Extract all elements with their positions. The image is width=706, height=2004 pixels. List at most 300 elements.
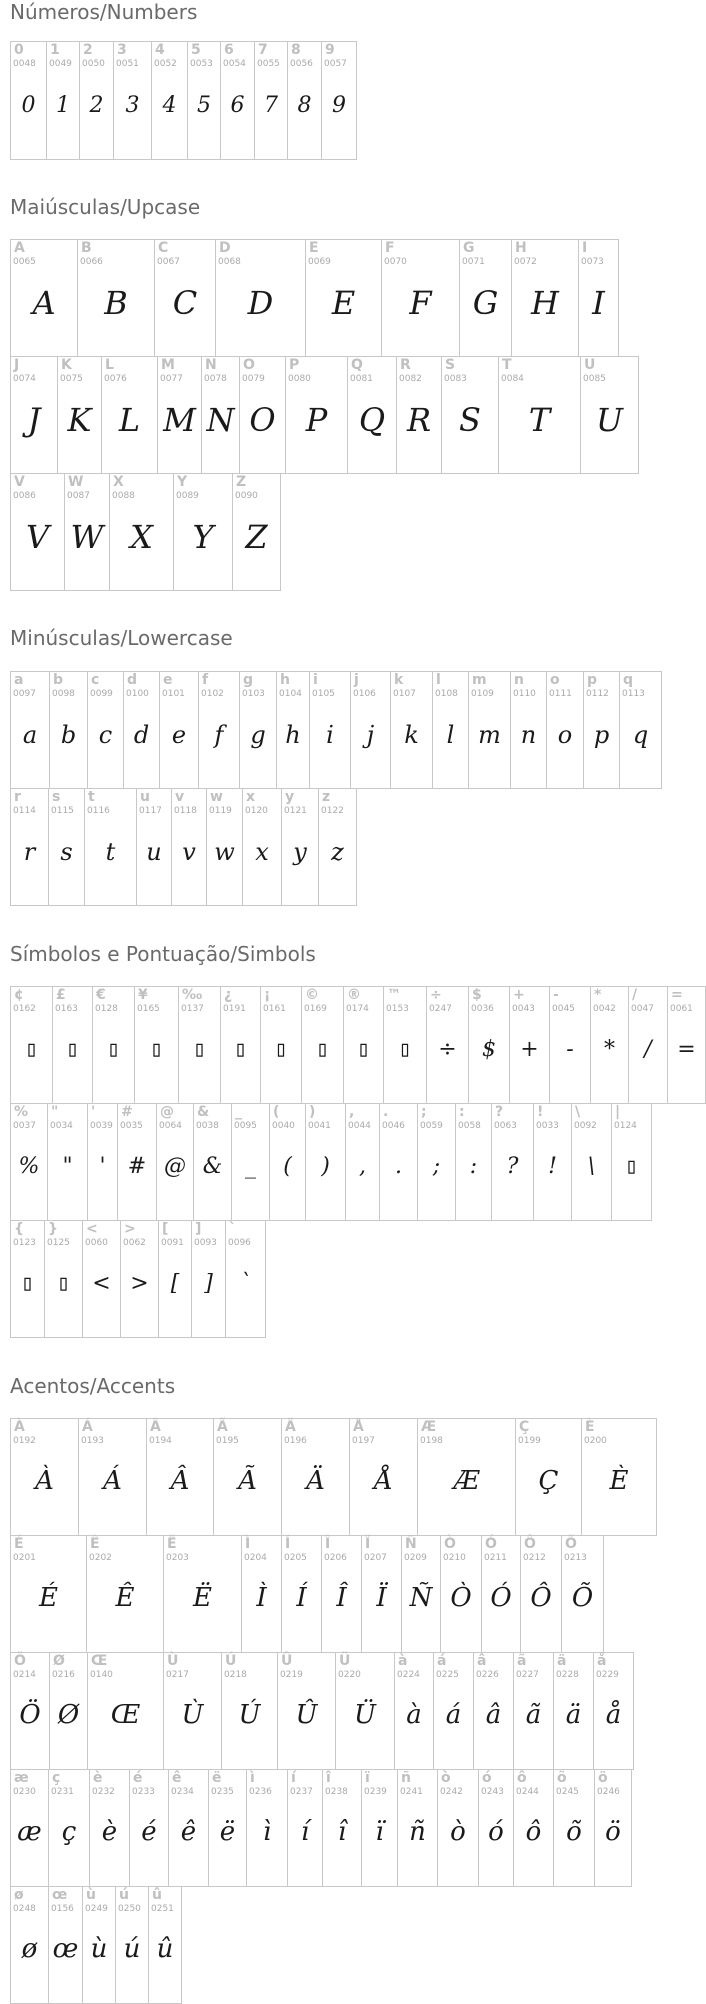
glyph-cell: [87, 671, 124, 789]
glyph-code: 0070: [384, 257, 407, 267]
glyph-label: |: [615, 1104, 621, 1120]
glyph-code: 0034: [50, 1121, 73, 1131]
glyph-code: 0227: [516, 1670, 539, 1680]
glyph-cell: [361, 1769, 398, 1887]
glyph-code: 0238: [325, 1787, 348, 1797]
glyph-code: 0197: [352, 1436, 375, 1446]
glyph-code: 0204: [244, 1553, 267, 1563]
glyph-cell: [134, 986, 179, 1104]
glyph-cell: [383, 986, 427, 1104]
glyph-code: 0200: [584, 1436, 607, 1446]
glyph-cell: [321, 1535, 362, 1653]
glyph-code: 0098: [52, 689, 75, 699]
glyph-sample: Ô: [530, 1583, 552, 1614]
glyph-label: A: [14, 240, 25, 256]
glyph-cell: [667, 986, 706, 1104]
glyph-sample: ñ: [409, 1817, 426, 1848]
missing-glyph-box-icon: ▯: [398, 1037, 412, 1063]
glyph-sample: õ: [566, 1817, 582, 1848]
glyph-label: W: [68, 474, 84, 490]
glyph-label: ö: [598, 1770, 608, 1786]
glyph-label: ê: [172, 1770, 182, 1786]
glyph-code: 0250: [118, 1904, 141, 1914]
missing-glyph-box-icon: ▯: [65, 1037, 80, 1063]
glyph-label: 6: [224, 42, 234, 58]
glyph-label: ä: [557, 1653, 567, 1669]
glyph-label: £: [56, 987, 66, 1003]
glyph-cell: [546, 671, 584, 789]
glyph-sample: b: [60, 720, 77, 749]
glyph-label: €: [96, 987, 106, 1003]
glyph-sample: Ò: [450, 1583, 472, 1614]
glyph-cell: [396, 356, 442, 474]
glyph-code: 0081: [350, 374, 373, 384]
glyph-cell: [361, 1535, 402, 1653]
glyph-label: é: [133, 1770, 143, 1786]
glyph-label: Ä: [285, 1419, 296, 1435]
glyph-code: 0080: [288, 374, 311, 384]
glyph-sample: `: [240, 1271, 251, 1297]
glyph-label: 7: [258, 42, 268, 58]
glyph-cell: [64, 473, 110, 591]
glyph-cell: [432, 671, 469, 789]
glyph-sample: k: [404, 720, 419, 749]
glyph-sample: >: [130, 1271, 149, 1297]
glyph-code: 0035: [120, 1121, 143, 1131]
glyph-cell: [455, 1103, 492, 1221]
glyph-sample: û: [156, 1934, 174, 1965]
glyph-code: 0087: [67, 491, 90, 501]
glyph-label: ,: [349, 1104, 355, 1120]
glyph-cell: [287, 1769, 323, 1887]
glyph-code: 0033: [536, 1121, 559, 1131]
missing-glyph-box-icon: ▯: [274, 1037, 288, 1063]
glyph-sample: ?: [506, 1154, 519, 1180]
missing-glyph-box-icon: ▯: [56, 1271, 71, 1297]
glyph-sample: B: [104, 283, 128, 322]
glyph-label: e: [163, 672, 173, 688]
glyph-code: 0044: [348, 1121, 371, 1131]
glyph-cell: [381, 239, 460, 357]
glyph-label: L: [105, 357, 114, 373]
glyph-cell: [611, 1103, 652, 1221]
glyph-code: 0220: [338, 1670, 361, 1680]
glyph-cell: [345, 1103, 380, 1221]
glyph-label: S: [445, 357, 456, 373]
glyph-label: Í: [285, 1536, 291, 1552]
glyph-code: 0140: [90, 1670, 113, 1680]
glyph-cell: [10, 356, 58, 474]
glyph-cell: [10, 1535, 87, 1653]
glyph-sample: !: [548, 1154, 557, 1180]
glyph-sample: Í: [296, 1583, 307, 1614]
glyph-label: õ: [557, 1770, 567, 1786]
glyph-label: J: [14, 357, 20, 373]
glyph-sample: Â: [170, 1466, 190, 1497]
glyph-sample: j: [366, 720, 375, 749]
glyph-cell: [206, 788, 243, 906]
glyph-label: 1: [50, 42, 60, 58]
glyph-cell: [10, 41, 47, 160]
glyph-code: 0248: [13, 1904, 36, 1914]
glyph-sample: 1: [56, 92, 70, 118]
glyph-code: 0153: [386, 1004, 409, 1014]
glyph-label: ]: [195, 1221, 202, 1237]
glyph-label: 0: [14, 42, 24, 58]
glyph-sample: U: [596, 400, 623, 439]
glyph-sample: Î: [336, 1583, 347, 1614]
glyph-cell: [343, 986, 384, 1104]
glyph-code: 0212: [523, 1553, 546, 1563]
glyph-label: .: [383, 1104, 389, 1120]
glyph-code: 0225: [436, 1670, 459, 1680]
glyph-cell: [520, 1535, 562, 1653]
glyph-label: Q: [351, 357, 363, 373]
glyph-code: 0096: [228, 1238, 251, 1248]
glyph-sample: p: [593, 720, 610, 749]
glyph-sample: Ñ: [409, 1583, 433, 1614]
glyph-cell: [481, 1535, 521, 1653]
glyph-code: 0112: [586, 689, 609, 699]
glyph-sample: Ù: [181, 1700, 204, 1731]
glyph-label: {: [14, 1221, 24, 1237]
glyph-cell: [225, 1220, 266, 1338]
glyph-label: t: [88, 789, 95, 805]
glyph-sample: Q: [358, 400, 386, 439]
glyph-label: C: [158, 240, 169, 256]
glyph-sample: œ: [52, 1934, 79, 1965]
glyph-cell: [49, 671, 88, 789]
glyph-sample: î: [337, 1817, 347, 1848]
glyph-cell: [580, 356, 639, 474]
glyph-sample: .: [395, 1154, 402, 1180]
glyph-cell: [10, 473, 65, 591]
glyph-cell: [379, 1103, 418, 1221]
glyph-cell: [101, 356, 158, 474]
glyph-code: 0062: [123, 1238, 146, 1248]
glyph-code: 0137: [181, 1004, 204, 1014]
glyph-code: 0055: [257, 59, 280, 69]
missing-glyph-box-icon: ▯: [24, 1037, 39, 1063]
glyph-label: @: [160, 1104, 174, 1120]
glyph-cell: [254, 41, 288, 160]
glyph-sample: S: [459, 400, 481, 439]
glyph-label: Ü: [339, 1653, 351, 1669]
glyph-label: }: [48, 1221, 58, 1237]
glyph-sample: ó: [488, 1817, 504, 1848]
glyph-sample: ì: [262, 1817, 272, 1848]
glyph-cell: [89, 1769, 130, 1887]
glyph-code: 0195: [216, 1436, 239, 1446]
glyph-label: Ò: [444, 1536, 456, 1552]
glyph-label: 4: [155, 42, 165, 58]
glyph-label: Œ: [91, 1653, 108, 1669]
glyph-cell: [198, 671, 240, 789]
glyph-code: 0113: [622, 689, 645, 699]
glyph-label: ©: [305, 987, 319, 1003]
glyph-label: ô: [517, 1770, 527, 1786]
missing-glyph-box-icon: ▯: [233, 1037, 248, 1063]
glyph-cell: [151, 41, 188, 160]
glyph-label: Ì: [245, 1536, 251, 1552]
glyph-cell: [78, 1418, 147, 1536]
glyph-cell: [221, 1652, 278, 1770]
missing-glyph-box-icon: ▯: [106, 1037, 121, 1063]
glyph-code: 0099: [90, 689, 113, 699]
glyph-code: 0071: [462, 257, 485, 267]
glyph-sample: n: [520, 720, 537, 749]
glyph-cell: [87, 1103, 118, 1221]
glyph-code: 0085: [583, 374, 606, 384]
glyph-label: d: [127, 672, 138, 688]
glyph-label: o: [550, 672, 560, 688]
glyph-code: 0046: [382, 1121, 405, 1131]
glyph-code: 0095: [234, 1121, 257, 1131]
section-title-symbols: Símbolos e Pontuação/Simbols: [10, 942, 316, 966]
glyph-label: å: [597, 1653, 607, 1669]
glyph-sample: l: [446, 720, 455, 749]
glyph-label: ÷: [430, 987, 442, 1003]
glyph-label: F: [385, 240, 395, 256]
glyph-label: P: [289, 357, 300, 373]
glyph-label: s: [52, 789, 61, 805]
glyph-label: n: [514, 672, 524, 688]
glyph-code: 0058: [458, 1121, 481, 1131]
glyph-label: y: [285, 789, 295, 805]
glyph-sample: 5: [197, 92, 211, 118]
glyph-sample: Ì: [256, 1583, 267, 1614]
glyph-cell: [113, 41, 152, 160]
glyph-cell: [553, 1652, 594, 1770]
glyph-cell: [583, 671, 620, 789]
glyph-cell: [109, 473, 174, 591]
glyph-sample: G: [472, 283, 499, 322]
glyph-cell: [246, 1769, 288, 1887]
glyph-sample: Å: [374, 1466, 393, 1497]
glyph-label: ™: [387, 987, 401, 1003]
glyph-label: ë: [212, 1770, 222, 1786]
glyph-cell: [10, 1886, 49, 2004]
glyph-sample: <: [92, 1271, 111, 1297]
glyph-label: X: [113, 474, 124, 490]
glyph-cell: [619, 671, 662, 789]
glyph-label: k: [394, 672, 404, 688]
glyph-sample: J: [27, 400, 41, 439]
glyph-code: 0060: [85, 1238, 108, 1248]
glyph-label: M: [161, 357, 175, 373]
glyph-label: Æ: [421, 1419, 437, 1435]
glyph-cell: [163, 1535, 242, 1653]
glyph-sample: _: [245, 1154, 256, 1180]
glyph-cell: [120, 1220, 159, 1338]
glyph-cell: [510, 671, 547, 789]
glyph-code: 0059: [420, 1121, 443, 1131]
glyph-label: 2: [83, 42, 93, 58]
glyph-code: 0203: [166, 1553, 189, 1563]
glyph-label: !: [537, 1104, 544, 1120]
glyph-cell: [581, 1418, 657, 1536]
glyph-label: ®: [347, 987, 361, 1003]
glyph-code: 0037: [13, 1121, 36, 1131]
glyph-code: 0228: [556, 1670, 579, 1680]
glyph-cell: [213, 1418, 282, 1536]
glyph-sample: Æ: [453, 1466, 480, 1497]
glyph-cell: [87, 1652, 164, 1770]
glyph-code: 0076: [104, 374, 127, 384]
glyph-code: 0241: [400, 1787, 423, 1797]
glyph-label: x: [246, 789, 256, 805]
glyph-code: 0198: [420, 1436, 443, 1446]
glyph-cell: [549, 986, 591, 1104]
missing-glyph-box-icon: ▯: [20, 1271, 35, 1297]
glyph-sample: ,: [359, 1154, 366, 1180]
glyph-cell: [390, 671, 433, 789]
glyph-code: 0118: [174, 806, 197, 816]
glyph-label: +: [513, 987, 525, 1003]
glyph-cell: [309, 671, 351, 789]
glyph-label: ;: [421, 1104, 427, 1120]
glyph-code: 0214: [13, 1670, 36, 1680]
glyph-code: 0065: [13, 257, 36, 267]
glyph-cell: [10, 1220, 45, 1338]
glyph-sample: R: [406, 400, 432, 439]
glyph-label: H: [515, 240, 527, 256]
glyph-label: œ: [52, 1887, 68, 1903]
glyph-sample: X: [130, 517, 153, 556]
glyph-code: 0091: [161, 1238, 184, 1248]
glyph-code: 0235: [211, 1787, 234, 1797]
glyph-code: 0036: [471, 1004, 494, 1014]
glyph-label: \: [575, 1104, 581, 1120]
glyph-code: 0040: [272, 1121, 295, 1131]
glyph-sample: T: [528, 400, 551, 439]
glyph-code: 0230: [13, 1787, 36, 1797]
glyph-sample: v: [182, 837, 196, 866]
glyph-label: f: [202, 672, 209, 688]
glyph-label: Z: [236, 474, 247, 490]
glyph-code: 0217: [166, 1670, 189, 1680]
glyph-cell: [281, 788, 319, 906]
glyph-label: Õ: [565, 1536, 577, 1552]
glyph-label: ": [51, 1104, 59, 1120]
glyph-sample: E: [331, 283, 356, 322]
glyph-cell: [511, 239, 579, 357]
glyph-cell: [468, 671, 511, 789]
glyph-label: ': [91, 1104, 96, 1120]
glyph-sample: É: [39, 1583, 58, 1614]
glyph-label: h: [280, 672, 290, 688]
glyph-sample: W: [70, 517, 104, 556]
glyph-label: Ï: [365, 1536, 371, 1552]
glyph-label: #: [121, 1104, 133, 1120]
glyph-cell: [163, 1652, 222, 1770]
glyph-code: 0196: [284, 1436, 307, 1446]
glyph-cell: [239, 356, 286, 474]
glyph-code: 0251: [151, 1904, 174, 1914]
missing-glyph-box-icon: ▯: [356, 1037, 371, 1063]
glyph-label: è: [93, 1770, 103, 1786]
glyph-code: 0043: [512, 1004, 535, 1014]
glyph-sample: é: [141, 1817, 157, 1848]
glyph-sample: +: [520, 1037, 539, 1063]
glyph-sample: Œ: [110, 1700, 141, 1731]
glyph-sample: ä: [565, 1700, 582, 1731]
glyph-code: 0051: [116, 59, 139, 69]
glyph-label: r: [14, 789, 21, 805]
glyph-label: ‰: [182, 987, 203, 1003]
glyph-cell: [79, 41, 114, 160]
glyph-code: 0249: [85, 1904, 108, 1914]
glyph-sample: ;: [432, 1154, 441, 1180]
glyph-sample: À: [35, 1466, 54, 1497]
glyph-code: 0213: [564, 1553, 587, 1563]
missing-glyph-box-icon: ▯: [192, 1037, 207, 1063]
glyph-label: ¿: [224, 987, 233, 1003]
glyph-label: I: [582, 240, 588, 256]
glyph-label: Ê: [90, 1536, 100, 1552]
glyph-code: 0236: [249, 1787, 272, 1797]
glyph-code: 0104: [279, 689, 302, 699]
glyph-sample: #: [127, 1154, 147, 1180]
glyph-label: À: [14, 1419, 25, 1435]
glyph-cell: [57, 356, 102, 474]
glyph-cell: [571, 1103, 612, 1221]
glyph-code: 0069: [308, 257, 331, 267]
glyph-cell: [52, 986, 93, 1104]
glyph-code: 0064: [159, 1121, 182, 1131]
glyph-code: 0068: [218, 257, 241, 267]
glyph-code: 0063: [494, 1121, 517, 1131]
glyph-sample: Ã: [238, 1466, 257, 1497]
glyph-cell: [281, 1418, 350, 1536]
glyph-sample: 4: [162, 92, 177, 118]
glyph-sample: ë: [219, 1817, 236, 1848]
glyph-cell: [498, 356, 581, 474]
glyph-code: 0079: [242, 374, 265, 384]
glyph-label: ù: [86, 1887, 96, 1903]
glyph-label: (: [273, 1104, 280, 1120]
glyph-label: Ç: [519, 1419, 530, 1435]
glyph-code: 0106: [353, 689, 376, 699]
glyph-label: Î: [325, 1536, 331, 1552]
glyph-sample: Ü: [354, 1700, 376, 1731]
glyph-cell: [10, 1418, 79, 1536]
glyph-code: 0209: [404, 1553, 427, 1563]
glyph-sample: æ: [17, 1817, 42, 1848]
glyph-code: 0243: [481, 1787, 504, 1797]
glyph-label: z: [322, 789, 331, 805]
glyph-code: 0201: [13, 1553, 36, 1563]
glyph-sample: 6: [230, 92, 245, 118]
glyph-code: 0124: [614, 1121, 637, 1131]
glyph-code: 0086: [13, 491, 36, 501]
glyph-code: 0246: [597, 1787, 620, 1797]
glyph-sample: C: [172, 283, 198, 322]
glyph-cell: [437, 1769, 479, 1887]
glyph-sample: Ê: [115, 1583, 135, 1614]
glyph-cell: [473, 1652, 514, 1770]
glyph-sample: y: [293, 837, 307, 866]
glyph-sample: Ö: [19, 1700, 41, 1731]
glyph-code: 0048: [13, 59, 36, 69]
glyph-cell: [171, 788, 207, 906]
glyph-code: 0174: [346, 1004, 369, 1014]
glyph-label: Ú: [225, 1653, 237, 1669]
glyph-label: í: [291, 1770, 296, 1786]
glyph-label: ç: [52, 1770, 61, 1786]
glyph-cell: [187, 41, 221, 160]
glyph-code: 0161: [263, 1004, 286, 1014]
